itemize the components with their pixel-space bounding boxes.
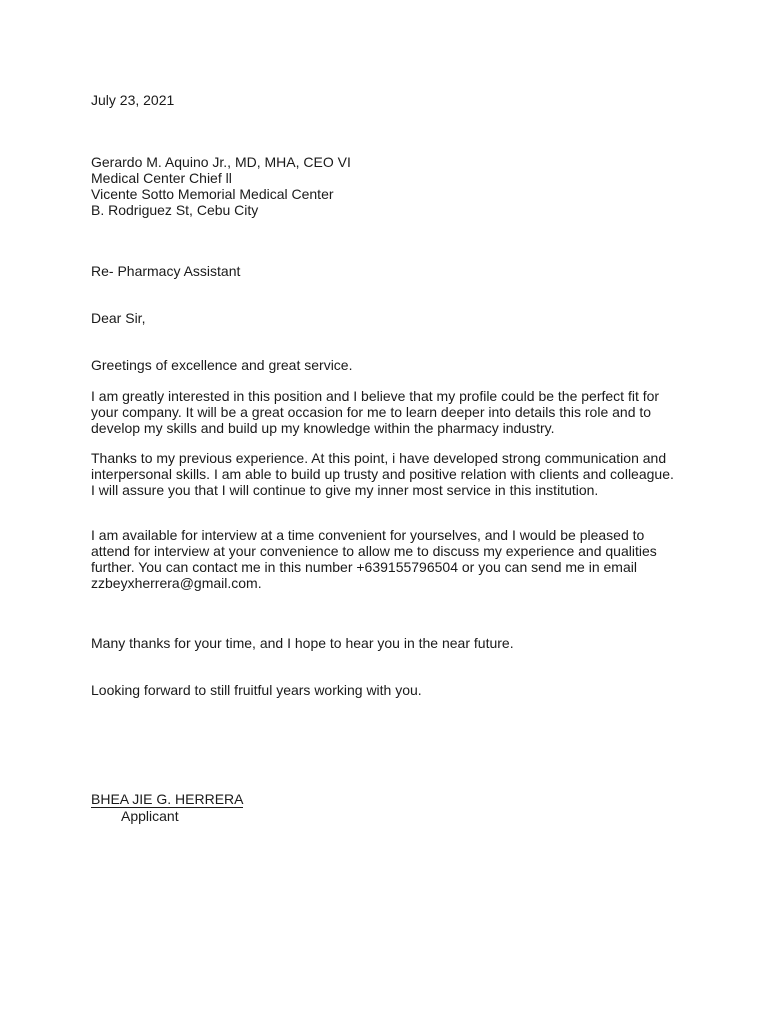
subject-text: Re- Pharmacy Assistant bbox=[91, 263, 241, 279]
paragraph-line: I will assure you that I will continue to give my inner most service in this institution. bbox=[91, 482, 599, 498]
signature-title: Applicant bbox=[121, 808, 179, 824]
thanks-text: Many thanks for your time, and I hope to hear you in the near future. bbox=[91, 635, 514, 651]
closing-text: Looking forward to still fruitful years working with you. bbox=[91, 682, 422, 698]
greeting-paragraph bbox=[91, 357, 691, 373]
body-paragraph-experience bbox=[91, 450, 691, 498]
salutation bbox=[91, 310, 691, 326]
closing-paragraph bbox=[91, 682, 691, 698]
signature-name: BHEA JIE G. HERRERA bbox=[91, 791, 244, 807]
date-text: July 23, 2021 bbox=[91, 92, 175, 108]
signature-block bbox=[91, 791, 691, 824]
subject-line bbox=[91, 263, 691, 279]
paragraph-line: develop my skills and build up my knowledge within the pharmacy industry. bbox=[91, 420, 555, 436]
paragraph-line: attend for interview at your convenience to allow me to discuss my experience and qualities bbox=[91, 543, 657, 559]
paragraph-line: zzbeyxherrera@gmail.com. bbox=[91, 575, 262, 591]
paragraph-line: I am available for interview at a time convenient for yourselves, and I would be pleased to bbox=[91, 527, 645, 543]
greeting-text: Greetings of excellence and great service. bbox=[91, 357, 353, 373]
paragraph-line: Thanks to my previous experience. At this point, i have developed strong communication and bbox=[91, 450, 667, 466]
recipient-position: Medical Center Chief ll bbox=[91, 170, 232, 186]
recipient-address bbox=[91, 154, 691, 218]
paragraph-line: your company. It will be a great occasion for me to learn deeper into details this role and to bbox=[91, 404, 652, 420]
paragraph-line: further. You can contact me in this number +639155796504 or you can send me in email bbox=[91, 559, 637, 575]
thanks-paragraph bbox=[91, 635, 691, 651]
paragraph-line: interpersonal skills. I am able to build up trusty and positive relation with clients and colleague. bbox=[91, 466, 674, 482]
recipient-street: B. Rodriguez St, Cebu City bbox=[91, 202, 259, 218]
recipient-name: Gerardo M. Aquino Jr., MD, MHA, CEO VI bbox=[91, 154, 351, 170]
letter-date bbox=[91, 92, 691, 108]
salutation-text: Dear Sir, bbox=[91, 310, 146, 326]
body-paragraph-availability bbox=[91, 527, 691, 591]
paragraph-line: I am greatly interested in this position and I believe that my profile could be the perfect fit for bbox=[91, 388, 660, 404]
recipient-organization: Vicente Sotto Memorial Medical Center bbox=[91, 186, 334, 202]
body-paragraph-interest bbox=[91, 388, 691, 436]
